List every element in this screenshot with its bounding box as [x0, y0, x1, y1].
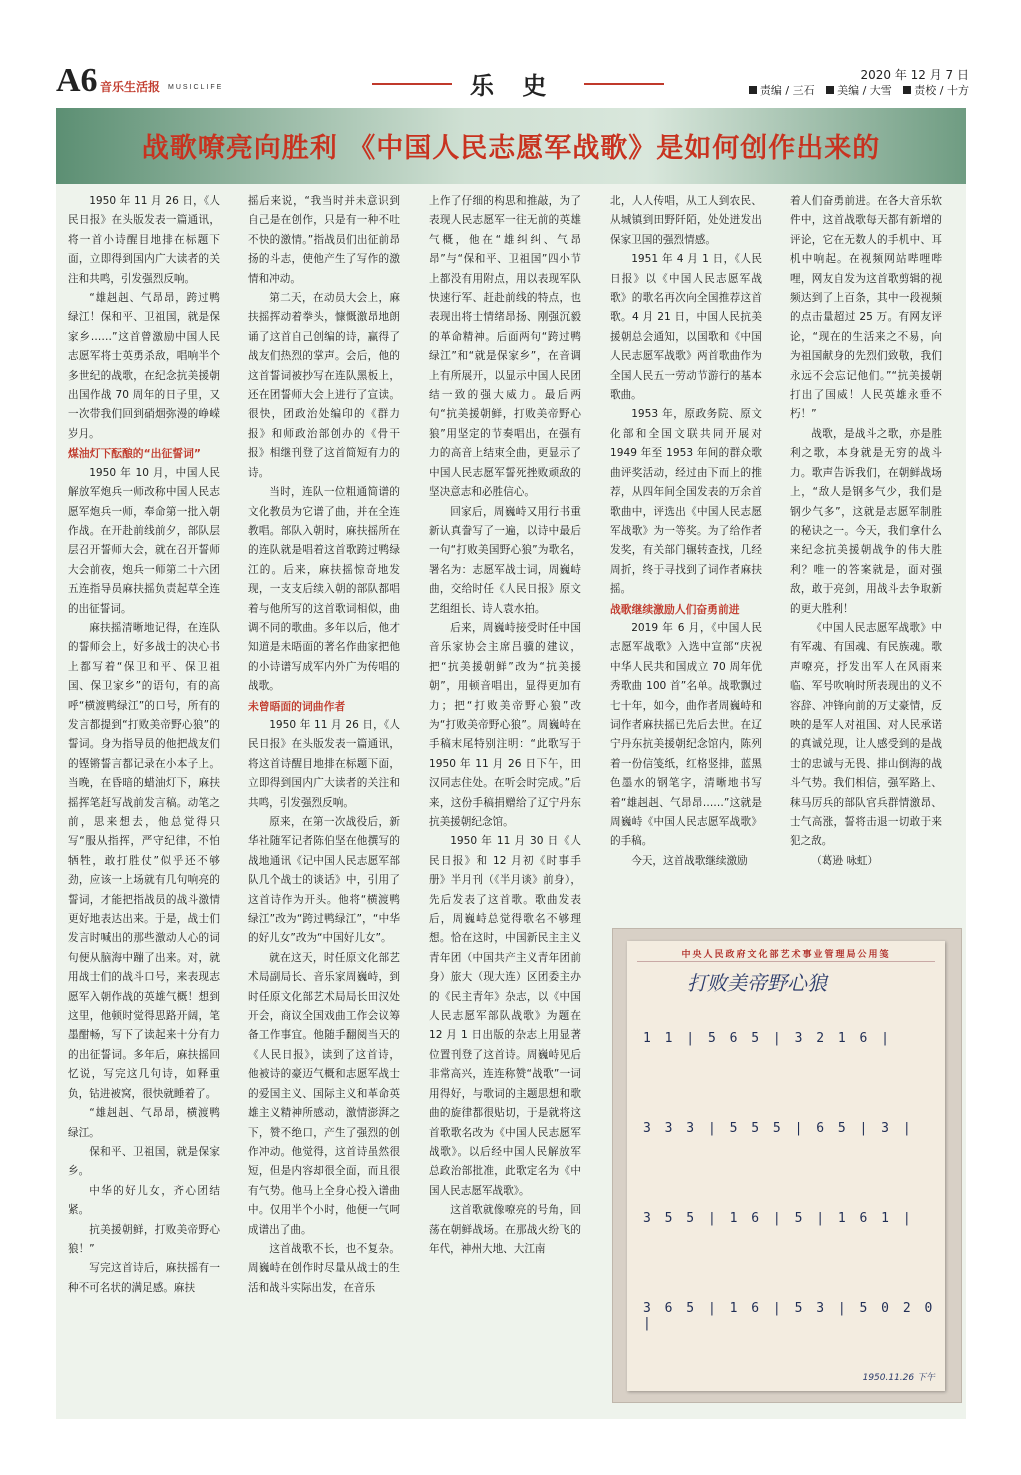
paragraph: 上作了仔细的构思和推敲，为了表现人民志愿军一往无前的英雄气概，他在“雄纠纠、气昂昂”与“保和平、卫祖国”四小节上都没有用附点，用以表现军队快速行军、赶赴前线的特点，也表现出将士情绪昂扬、刚强沉毅的革命精神。后面两句“跨过鸭绿江”和“就是保家乡”，在音调上有所展开，以显示中国人民团结一致的强大威力。最后两句“抗美援朝鲜，打败美帝野心狼”用坚定的节奏唱出，在强有力的高音上结束全曲，更显示了中国人民志愿军誓死挫败顽敌的坚决意志和必胜信心。	[429, 195, 581, 499]
manuscript-letterhead: 中央人民政府文化部艺术事业管理局公用笺	[681, 950, 891, 960]
paragraph: 中华的好儿女，齐心团结紧。	[68, 1184, 220, 1217]
paragraph: “雄赳赳、气昂昂，横渡鸭绿江。	[68, 1107, 220, 1139]
manuscript-notation-row: 3 5 5 | 1 6 | 5 | 1 6 1 |	[643, 1211, 914, 1226]
paper-name-en: MUSICLIFE	[168, 84, 224, 91]
manuscript-rule	[637, 961, 935, 962]
editor-credit: 责编 / 三石	[759, 84, 815, 97]
article-column-3	[429, 192, 581, 1259]
paragraph: 2019 年 6 月，《中国人民志愿军战歌》入选中宣部“庆祝中华人民共和国成立 70 周年优秀歌曲 100 首”名单。战歌飘过七十年，如今，曲作者周巍峙和词作者麻扶摇已先后去世。在辽宁丹东抗美援朝纪念馆内，陈列着一份信笺纸，红格竖排，蓝黑色墨水的钢笔字，清晰地书写着“雄赳赳、气昂昂……”这就是周巍峙《中国人民志愿军战歌》的手稿。	[610, 621, 762, 848]
manuscript-notation-row: 3 3 3 | 5 5 5 | 6 5 | 3 |	[643, 1121, 914, 1136]
paragraph: 战歌，是战斗之歌，亦是胜利之歌，本身就是无穷的战斗力。歌声告诉我们，在朝鲜战场上，“敌人是钢多气少，我们是钢少气多”，这就是志愿军制胜的秘诀之一。今天，我们拿什么来纪念抗美援朝战争的伟大胜利？唯一的答案就是，面对强敌，敢于亮剑，用战斗去争取新的更大胜利！	[790, 427, 942, 615]
paragraph: “雄赳赳、气昂昂，跨过鸭绿江！保和平、卫祖国，就是保家乡……”这首曾激励中国人民志愿军将士英勇杀敌，唱响半个多世纪的战歌，在纪念抗美援朝出国作战 70 周年的日子里，又一次带我们回到硝烟弥漫的峥嵘岁月。	[68, 292, 220, 440]
section-rule-left	[372, 83, 452, 85]
section-title: 乐 史	[470, 71, 557, 100]
paragraph: （葛逊 咏虹）	[811, 854, 879, 867]
paragraph: 着人们奋勇前进。在各大音乐软件中，这首战歌每天都有新增的评论，它在无数人的手机中、耳机中响起。在视频网站哔哩哔哩，网友自发为这首歌剪辑的视频达到了上百条，其中一段视频的点击量超过 25 万。有网友评论，“现在的生活来之不易，向为祖国献身的先烈们致敬，我们永远不会忘记他们。”“抗美援朝打出了国威！人民英雄永垂不朽！”	[790, 195, 942, 421]
paragraph: 1950 年 11 月 26 日，《人民日报》在头版发表一篇通讯，将这首诗醒目地排在标题下面，立即得到国内广大读者的关注和共鸣，引发强烈反响。	[248, 718, 400, 809]
paragraph: 这首歌就像嘹亮的号角，回荡在朝鲜战场。在那战火纷飞的年代，神州大地、大江南	[429, 1204, 581, 1255]
paragraph: 摇后来说，“我当时并未意识到自己是在创作，只是有一种不吐不快的激情。”指战员们出征前昂扬的斗志，使他产生了写作的激情和冲动。	[248, 195, 400, 285]
square-bullet-icon	[749, 86, 757, 94]
manuscript-sheet	[627, 941, 945, 1391]
paragraph: 北，人人传唱，从工人到农民、从城镇到田野阡陌，处处迸发出保家卫国的强烈情感。	[610, 195, 762, 246]
paragraph: 保和平、卫祖国，就是保家乡。	[68, 1145, 220, 1178]
issue-date: 2020 年 12 月 7 日	[860, 68, 969, 82]
paragraph: 第二天，在动员大会上，麻扶摇挥动着拳头，慷慨激昂地朗诵了这首自己创编的诗，赢得了战友们热烈的掌声。会后，他的这首誓词被抄写在连队黑板上，还在团誓师大会上进行了宣读。很快，团政治处编印的《群力报》和师政治部创办的《骨干报》相继刊登了这首简短有力的诗。	[248, 292, 400, 479]
paper-name: 音乐生活报	[100, 80, 161, 94]
paragraph: 这首战歌不长，也不复杂。周巍峙在创作时尽量从战士的生活和战斗实际出发，在音乐	[248, 1242, 400, 1294]
paragraph: 今天，这首战歌继续激励	[631, 854, 748, 867]
page-number: A6	[56, 62, 98, 99]
editor-credits	[741, 82, 969, 98]
paragraph: 1950 年 10 月，中国人民解放军炮兵一师改称中国人民志愿军炮兵一师，奉命第一批入朝作战。在开赴前线前夕，部队层层召开誓师大会，就在召开誓师大会前夜，炮兵一师第二十六团五连指导员麻扶摇负责起草全连的出征誓词。	[68, 466, 220, 615]
paragraph: 麻扶摇清晰地记得，在连队的誓师会上，好多战士的决心书上都写着“保卫和平、保卫祖国、保卫家乡”的语句，有的高呼“横渡鸭绿江”的口号，所有的发言都提到“打败美帝野心狼”的誓词。身为指导员的他把战友们的铿锵誓言都记录在小本子上。当晚，在昏暗的蜡油灯下，麻扶摇挥笔赶写战前发言稿。动笔之前，思来想去，他总觉得只写“服从指挥，严守纪律，不怕牺牲，敢打胜仗”似乎还不够劲，应该一上场就有几句响亮的誓词，才能把指战员的战斗激情更好地表达出来。于是，战士们发言时喊出的那些激动人心的词句便从脑海中蹦了出来。对，就用战士们的战斗口号，来表现志愿军入朝作战的英雄气概！想到这里，他顿时觉得思路开阔，笔墨酣畅，写下了读起来十分有力的出征誓词。多年后，麻扶摇回忆说，写完这几句诗，如释重负，钻进被窝，很快就睡着了。	[68, 621, 220, 1100]
article-column-2	[248, 192, 400, 1298]
paragraph: 就在这天，时任原文化部艺术局副局长、音乐家周巍峙，到时任原文化部艺术局局长田汉处开会，商议全国戏曲工作会议筹备工作事宜。他随手翻阅当天的《人民日报》，读到了这首诗，他被诗的豪迈气概和志愿军战士的爱国主义、国际主义和革命英雄主义精神所感动，激情澎湃之下，赞不绝口，产生了强烈的创作冲动。他觉得，这首诗虽然很短，但是内容却很全面，而且很有气势。他马上全身心投入谱曲中。仅用半个小时，他便一气呵成谱出了曲。	[248, 951, 400, 1236]
editor-credit: 责校 / 十方	[914, 84, 969, 97]
paragraph: 《中国人民志愿军战歌》中有军魂、有国魂、有民族魂。歌声嘹亮，抒发出军人在风雨来临、军号吹响时所表现出的义不容辞、冲锋向前的万丈豪情，反映的是军人对祖国、对人民承诺的真诚兑现，让人感受到的是战士的忠诚与无畏、排山倒海的战斗气势。我们相信，强军路上、秣马厉兵的部队官兵群情激昂、士气高涨，誓将击退一切敢于来犯之敌。	[790, 621, 942, 848]
headline-banner	[56, 108, 966, 184]
headline: 战歌嘹亮向胜利 《中国人民志愿军战歌》是如何创作出来的	[141, 133, 881, 164]
paragraph: 1950 年 11 月 30 日《人民日报》和 12 月初《时事手册》半月刊（《半月谈》前身），先后发表了这首歌。歌曲发表后，周巍峙总觉得歌名不够理想。恰在这时，中国新民主主义青年团（中国共产主义青年团前身）旅大（现大连）区团委主办的《民主青年》杂志，以《中国人民志愿军部队战歌》为题在 12 月 1 日出版的杂志上用显著位置刊登了这首诗。周巍峙见后非常高兴，连连称赞“战歌”一词用得好，与歌词的主题思想和歌曲的旋律都很贴切，于是就将这首歌歌名改为《中国人民志愿军战歌》。以后经中国人民解放军总政治部批准，此歌定名为《中国人民志愿军战歌》。	[429, 835, 581, 1197]
subheading: 战歌继续激励人们奋勇前进	[610, 602, 740, 616]
paragraph: 写完这首诗后，麻扶摇有一种不可名状的满足感。麻扶	[68, 1262, 220, 1294]
paragraph: 当时，连队一位粗通简谱的文化教员为它谱了曲，并在全连教唱。部队入朝时，麻扶摇所在的连队就是唱着这首歌跨过鸭绿江的。后来，麻扶摇惊奇地发现，一支支后续入朝的部队都唱着与他所写的这首歌词相似，曲调不同的歌曲。多年以后，他才知道是未晤面的著名作曲家把他的小诗谱写成军内外广为传唱的战歌。	[248, 486, 400, 693]
section-rule-right	[584, 83, 664, 85]
paragraph: 1950 年 11 月 26 日，《人民日报》在头版发表一篇通讯，将一首小诗醒目地排在标题下面，立即得到国内广大读者的关注和共鸣，引发强烈反响。	[68, 195, 220, 285]
subheading: 煤油灯下酝酿的“出征誓词”	[68, 447, 201, 461]
manuscript-photo	[612, 928, 962, 1403]
subheading: 未曾晤面的词曲作者	[248, 699, 346, 713]
paragraph: 抗美援朝鲜，打败美帝野心狼！”	[68, 1223, 220, 1255]
manuscript-notation-row: 1 1 | 5 6 5 | 3 2 1 6 |	[643, 1031, 893, 1046]
manuscript-signature: 1950.11.26 下午	[862, 1373, 935, 1383]
masthead	[0, 0, 1021, 108]
paragraph: 1953 年，原政务院、原文化部和全国文联共同开展对 1949 年至 1953 年间的群众歌曲评奖活动，经过由下而上的推荐，从四年间全国发表的万余首歌曲中，评选出《中国人民志愿军战歌》为一等奖。为了给作者发奖，有关部门辗转查找，几经周折，终于寻找到了词作者麻扶摇。	[610, 408, 762, 596]
paragraph: 回家后，周巍峙又用行书重新认真誊写了一遍，以诗中最后一句“打败美国野心狼”为歌名，署名为：志愿军战士词，周巍峙曲，交给时任《人民日报》原文艺组组长、诗人袁水拍。	[429, 505, 581, 615]
paragraph: 后来，周巍峙接受时任中国音乐家协会主席吕骥的建议，把“抗美援朝鲜”改为“抗美援朝”，用顿音唱出，显得更加有力；把“打败美帝野心狼”改为“打败美帝野心狼”。周巍峙在手稿末尾特别注明：“此歌写于 1950 年 11 月 26 日下午，田汉同志住处。在听会时完成。”后来，这份手稿捐赠给了辽宁丹东抗美援朝纪念馆。	[429, 621, 581, 828]
article-column-5	[790, 192, 942, 871]
manuscript-title: 打败美帝野心狼	[687, 971, 827, 995]
paragraph: 1951 年 4 月 1 日，《人民日报》以《中国人民志愿军战歌》的歌名再次向全国推荐这首歌。4 月 21 日，中国人民抗美援朝总会通知，以国歌和《中国人民志愿军战歌》两首歌曲作为全国人民五一劳动节游行的基本歌曲。	[610, 253, 762, 402]
square-bullet-icon	[903, 86, 911, 94]
manuscript-notation-row: 3 6 5 | 1 6 | 5 3 | 5 0 2 0 |	[643, 1301, 936, 1331]
paragraph: 原来，在第一次战役后，新华社随军记者陈伯坚在他撰写的战地通讯《记中国人民志愿军部队几个战士的谈话》中，引用了这首诗作为开头。他将“横渡鸭绿江”改为“跨过鸭绿江”，“中华的好儿女”改为“中国好儿女”。	[248, 816, 400, 945]
square-bullet-icon	[826, 86, 834, 94]
article-column-4	[610, 192, 762, 871]
article-column-1	[68, 192, 220, 1298]
editor-credit: 美编 / 大雪	[837, 84, 892, 97]
